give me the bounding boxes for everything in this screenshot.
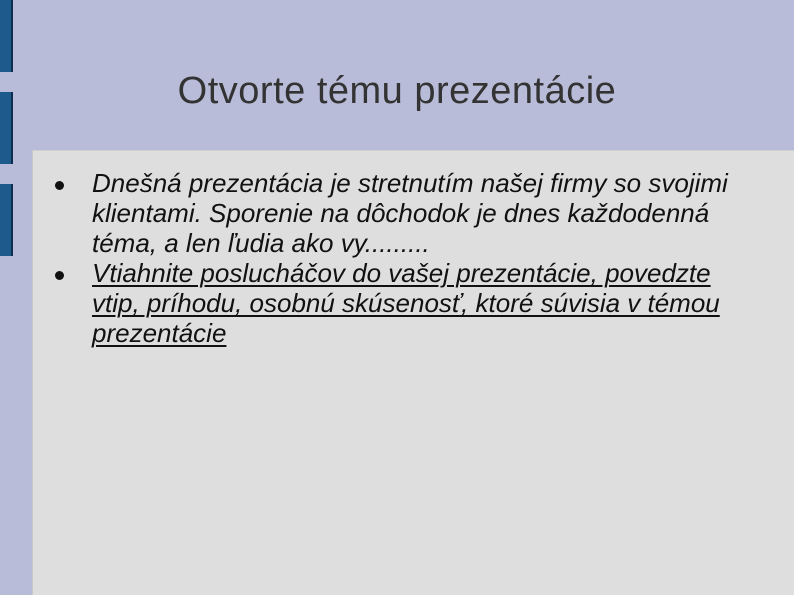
bullet-list bbox=[55, 168, 735, 348]
bullet-item-engage[interactable] bbox=[55, 258, 735, 348]
accent-bar-top bbox=[0, 0, 13, 72]
bullet-icon bbox=[55, 181, 64, 190]
accent-bar-bottom bbox=[0, 184, 13, 256]
bullet-text-intro: Dnešná prezentácia je stretnutím našej firmy so svojimi klientami. Sporenie na dôchodok je dnes každodenná téma, a len ľudia ako vy......... bbox=[92, 168, 728, 258]
bullet-icon bbox=[55, 271, 64, 280]
bullet-text-engage-link[interactable]: Vtiahnite poslucháčov do vašej prezentácie, povedzte vtip, príhodu, osobnú skúsenosť, ktoré súvisia v témou prezentácie bbox=[92, 258, 720, 348]
slide-title: Otvorte tému prezentácie bbox=[177, 70, 617, 112]
bullet-item-intro bbox=[55, 168, 735, 258]
